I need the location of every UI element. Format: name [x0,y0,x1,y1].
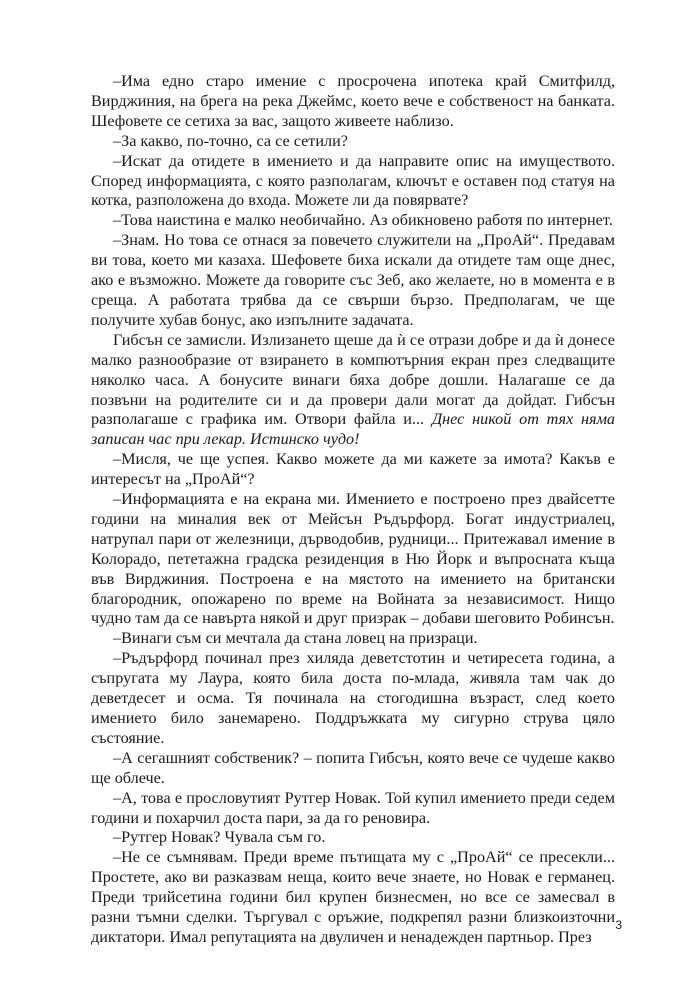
paragraph: –Информацията е на екрана ми. Имението е построено през двайсетте години на миналия век от Мейсън Ръдърфорд. Богат индустриалец, натрупал пари от железници, дърводобив, рудници... Притежавал имение в Колорадо, пететажна градска резиденция в Ню Йорк и въпросната къща във Вирджиния. Построена е на мястото на имението на британски благородник, опожарено по време на Войната за независимост. Нищо чудно там да се навърта някой и друг призрак – добави шеговито Робинсън. [91,490,615,628]
paragraph: –Има едно старо имение с просрочена ипотека край Смитфилд, Вирджиния, на брега на река Джеймс, което вече е собственост на банката. Шефовете се сетиха за вас, защото живеете наблизо. [91,72,615,130]
paragraph: –Рутгер Новак? Чувала съм го. [113,828,326,847]
paragraph: –Искат да отидете в имението и да направите опис на имуществото. Според информацията, с която разполагам, ключът е оставен под статуя на котка, разположена до входа. Можете ли да повярвате? [91,151,615,210]
paragraph: –Мисля, че ще успея. Какво можете да ми кажете за имота? Какъв е интересът на „ПроАй“? [91,450,615,489]
paragraph: –Това наистина е малко необичайно. Аз обикновено работя по интернет. [113,211,613,230]
paragraph: –За какво, по-точно, са се сетили? [113,131,348,150]
paragraph: –Не се съмнявам. Преди време пътищата му с „ПроАй“ се пресекли... Простете, ако ви разказвам неща, които вече знаете, но Новак е германец. Преди трийсетина години бил крупен бизнесмен, но все се замесвал в разни тъмни сделки. Търгувал с оръжие, подкрепял разни близкоизточни диктатори. Имал репутацията на двуличен и ненадежден партньор. През [91,848,615,946]
paragraph [91,331,615,450]
page-number: 3 [615,918,622,932]
paragraph-text: Гибсън се замисли. Излизането щеше да ѝ се отрази добре и да ѝ донесе малко разнообразие от взирането в компютърния екран през следващите няколко часа. А бонусите винаги бяха добре дошли. Налагаше се да позвъни на родителите си и да провери дали могат да дойдат. Гибсън разполагаше с графика им. Отвори файла и... [91,330,615,429]
paragraph: –А сегашният собственик? – попита Гибсън, която вече се чудеше какво ще облече. [91,748,615,787]
body-text [91,72,615,948]
paragraph: –Знам. Но това се отнася за повечето служители на „ПроАй“. Предавам ви това, което ми казаха. Шефовете биха искали да отидете там още днес, ако е възможно. Можете да говорите със Зеб, ако желаете, но в момента е в среща. А работата трябва да се свърши бързо. Предполагам, че ще получите хубав бонус, ако изпълните задачата. [91,231,615,329]
paragraph: –А, това е прословутият Рутгер Новак. Той купил имението преди седем години и похарчил доста пари, за да го реновира. [91,788,615,827]
paragraph: –Винаги съм си мечтала да стана ловец на призраци. [113,629,478,648]
italic-thought: Днес никой от тях няма записан час при лекар. Истинско чудо! [91,410,615,449]
paragraph: –Ръдърфорд починал през хиляда деветстотин и четиресета година, а съпругата му Лаура, която била доста по-млада, живяла там чак до деветдесет и осма. Тя починала на стогодишна възраст, след което имението било занемарено. Поддръжката му сигурно струва цяло състояние. [91,649,615,747]
